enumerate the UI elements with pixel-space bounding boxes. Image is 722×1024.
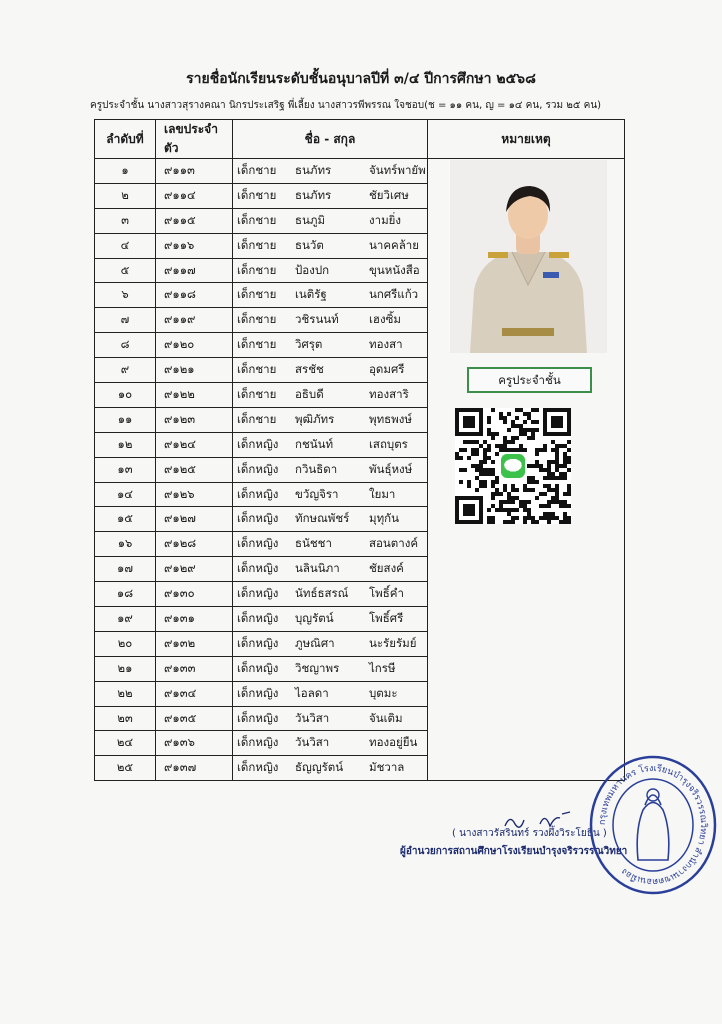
- row-number: ๒๒: [95, 681, 156, 706]
- student-name-cell: [233, 183, 428, 208]
- student-id: ๙๑๓๓: [156, 656, 233, 681]
- name-prefix: เด็กหญิง: [237, 561, 279, 576]
- student-name-cell: [233, 457, 428, 482]
- student-id: ๙๑๑๖: [156, 233, 233, 258]
- student-id: ๙๑๓๑: [156, 607, 233, 632]
- name-prefix: เด็กหญิง: [237, 536, 279, 551]
- last-name: บุตมะ: [369, 685, 398, 700]
- row-number: ๙: [95, 358, 156, 383]
- last-name: พันธุ์หงษ์: [369, 461, 413, 476]
- name-prefix: เด็กชาย: [237, 237, 277, 252]
- last-name: ชัยวิเศษ: [369, 187, 409, 202]
- row-number: ๑๔: [95, 482, 156, 507]
- qr-code[interactable]: [455, 408, 571, 524]
- header-id: เลขประจำตัว: [156, 120, 233, 159]
- row-number: ๑๓: [95, 457, 156, 482]
- first-name: ป้องปก: [295, 262, 330, 277]
- student-name-cell: [233, 482, 428, 507]
- row-number: ๔: [95, 233, 156, 258]
- first-name: ขวัญจิรา: [295, 486, 339, 501]
- page-title: รายชื่อนักเรียนระดับชั้นอนุบาลปีที่ ๓/๔ ปีการศึกษา ๒๕๖๘: [186, 71, 536, 87]
- student-name-cell: [233, 358, 428, 383]
- name-prefix: เด็กชาย: [237, 287, 277, 302]
- first-name: บุญรัตน์: [295, 610, 334, 625]
- name-prefix: เด็กหญิง: [237, 735, 279, 750]
- first-name: สรชัช: [295, 362, 324, 377]
- first-name: ไอลดา: [295, 685, 329, 700]
- student-id: ๙๑๒๕: [156, 457, 233, 482]
- student-name-cell: [233, 656, 428, 681]
- row-number: ๘: [95, 333, 156, 358]
- student-id: ๙๑๓๕: [156, 706, 233, 731]
- name-prefix: เด็กหญิง: [237, 586, 279, 601]
- director-position: ผู้อำนวยการสถานศึกษาโรงเรียนบำรุงจริรวรรณวิทยา: [400, 846, 628, 857]
- last-name: ทองสา: [369, 337, 403, 352]
- director-name: ( นางสาวรัสรินทร์ รวงผึ้งวิระโยธิน ): [452, 828, 607, 839]
- student-id: ๙๑๒๘: [156, 532, 233, 557]
- row-number: ๑: [95, 159, 156, 184]
- class-teacher-label: ครูประจำชั้น: [467, 367, 592, 393]
- last-name: ทองสาริ: [369, 386, 409, 401]
- last-name: เสถบุตร: [369, 436, 408, 451]
- first-name: กวินธิดา: [295, 461, 338, 476]
- student-id: ๙๑๒๑: [156, 358, 233, 383]
- last-name: จันเติม: [369, 710, 403, 725]
- student-name-cell: [233, 407, 428, 432]
- name-prefix: เด็กชาย: [237, 337, 277, 352]
- name-prefix: เด็กชาย: [237, 212, 277, 227]
- student-name-cell: [233, 308, 428, 333]
- row-number: ๖: [95, 283, 156, 308]
- last-name: พุทธพงษ์: [369, 411, 412, 426]
- last-name: งามยิ่ง: [369, 212, 402, 227]
- student-name-cell: [233, 631, 428, 656]
- header-name: ชื่อ - สกุล: [233, 120, 428, 159]
- last-name: นาคคล้าย: [369, 237, 419, 252]
- student-id: ๙๑๒๐: [156, 333, 233, 358]
- name-prefix: เด็กหญิง: [237, 461, 279, 476]
- first-name: ธนภัทร: [295, 162, 332, 177]
- student-id: ๙๑๒๒: [156, 383, 233, 408]
- header-note: หมายเหตุ: [428, 120, 625, 159]
- name-prefix: เด็กหญิง: [237, 685, 279, 700]
- student-name-cell: [233, 432, 428, 457]
- first-name: กชนันท์: [295, 436, 334, 451]
- last-name: นะรัยรัมย์: [369, 635, 417, 650]
- first-name: เนติรัฐ: [295, 287, 327, 302]
- name-prefix: เด็กชาย: [237, 187, 277, 202]
- first-name: วันวิสา: [295, 710, 330, 725]
- student-name-cell: [233, 233, 428, 258]
- name-prefix: เด็กหญิง: [237, 436, 279, 451]
- class-teacher-line: ครูประจำชั้น นางสาวสุรางคณา นิกรประเสริฐ พี่เลี้ยง นางสาวรพีพรรณ ใจชอบ(ช = ๑๑ คน, ญ = ๑๔ คน, รวม ๒๕ คน): [90, 100, 602, 111]
- name-prefix: เด็กหญิง: [237, 511, 279, 526]
- row-number: ๑๘: [95, 582, 156, 607]
- name-prefix: เด็กหญิง: [237, 760, 279, 775]
- last-name: ไกรษี: [369, 660, 396, 675]
- first-name: ธนัชชา: [295, 536, 332, 551]
- student-id: ๙๑๓๒: [156, 631, 233, 656]
- first-name: วันวิสา: [295, 735, 330, 750]
- student-id: ๙๑๒๙: [156, 557, 233, 582]
- student-name-cell: [233, 383, 428, 408]
- last-name: โพธิ์ศรี: [369, 610, 404, 625]
- student-id: ๙๑๓๗: [156, 756, 233, 781]
- last-name: สอนตางค์: [369, 536, 419, 551]
- school-seal-stamp: [583, 750, 722, 900]
- row-number: ๒: [95, 183, 156, 208]
- first-name: ธนภูมิ: [295, 212, 326, 227]
- name-prefix: เด็กหญิง: [237, 610, 279, 625]
- student-id: ๙๑๓๖: [156, 731, 233, 756]
- last-name: ขุนหนังสือ: [369, 262, 420, 277]
- student-name-cell: [233, 681, 428, 706]
- last-name: นกศรีแก้ว: [369, 287, 419, 302]
- first-name: ธัญญรัตน์: [295, 760, 344, 775]
- student-name-cell: [233, 507, 428, 532]
- student-name-cell: [233, 208, 428, 233]
- student-name-cell: [233, 557, 428, 582]
- name-prefix: เด็กหญิง: [237, 486, 279, 501]
- student-id: ๙๑๒๗: [156, 507, 233, 532]
- qr-code-image: [455, 408, 571, 524]
- row-number: ๑๗: [95, 557, 156, 582]
- row-number: ๓: [95, 208, 156, 233]
- name-prefix: เด็กชาย: [237, 362, 277, 377]
- last-name: เฮงซิ้ม: [369, 312, 401, 327]
- student-id: ๙๑๑๙: [156, 308, 233, 333]
- name-prefix: เด็กหญิง: [237, 635, 279, 650]
- student-id: ๙๑๓๔: [156, 681, 233, 706]
- row-number: ๒๐: [95, 631, 156, 656]
- first-name: ธนวัต: [295, 237, 324, 252]
- row-number: ๒๑: [95, 656, 156, 681]
- row-number: ๒๔: [95, 731, 156, 756]
- name-prefix: เด็กชาย: [237, 386, 277, 401]
- student-name-cell: [233, 731, 428, 756]
- table-header-row: [95, 120, 625, 159]
- name-prefix: เด็กชาย: [237, 262, 277, 277]
- row-number: ๑๑: [95, 407, 156, 432]
- name-prefix: เด็กชาย: [237, 162, 277, 177]
- student-name-cell: [233, 607, 428, 632]
- teacher-photo: [450, 160, 607, 353]
- student-name-cell: [233, 706, 428, 731]
- row-number: ๒๓: [95, 706, 156, 731]
- row-number: ๕: [95, 258, 156, 283]
- first-name: ภูษณิศา: [295, 635, 335, 650]
- row-number: ๒๕: [95, 756, 156, 781]
- row-number: ๑๕: [95, 507, 156, 532]
- student-id: ๙๑๑๕: [156, 208, 233, 233]
- name-prefix: เด็กหญิง: [237, 710, 279, 725]
- first-name: วิชญาพร: [295, 660, 340, 675]
- first-name: วิศรุต: [295, 337, 323, 352]
- first-name: อธิบดี: [295, 386, 324, 401]
- student-id: ๙๑๑๘: [156, 283, 233, 308]
- student-name-cell: [233, 582, 428, 607]
- name-prefix: เด็กชาย: [237, 312, 277, 327]
- student-name-cell: [233, 756, 428, 781]
- row-number: ๑๙: [95, 607, 156, 632]
- seal-text: กรุงเทพมหานคร โรงเรียนบำรุงจริรวรรณวิทยา สำนักงานเขตดอนเมือง: [597, 763, 709, 887]
- first-name: นลินนิภา: [295, 561, 340, 576]
- first-name: ธนภัทร: [295, 187, 332, 202]
- student-name-cell: [233, 258, 428, 283]
- student-id: ๙๑๒๖: [156, 482, 233, 507]
- row-number: ๗: [95, 308, 156, 333]
- name-prefix: เด็กชาย: [237, 411, 277, 426]
- student-id: ๙๑๑๔: [156, 183, 233, 208]
- student-name-cell: [233, 159, 428, 184]
- row-number: ๑๒: [95, 432, 156, 457]
- last-name: โพธิ์คำ: [369, 586, 404, 601]
- row-number: ๑๐: [95, 383, 156, 408]
- last-name: ชัยสงค์: [369, 561, 404, 576]
- student-id: ๙๑๒๓: [156, 407, 233, 432]
- first-name: ทักษณพัชร์: [295, 511, 350, 526]
- last-name: ทองอยู่ยืน: [369, 735, 418, 750]
- first-name: นัทธ์ธสรณ์: [295, 586, 349, 601]
- header-no: ลำดับที่: [95, 120, 156, 159]
- first-name: พุฒิภัทร: [295, 411, 335, 426]
- student-id: ๙๑๒๔: [156, 432, 233, 457]
- name-prefix: เด็กหญิง: [237, 660, 279, 675]
- last-name: มุทุกัน: [369, 511, 399, 526]
- student-id: ๙๑๑๓: [156, 159, 233, 184]
- last-name: อุดมศรี: [369, 362, 405, 377]
- last-name: ใยมา: [369, 486, 396, 501]
- student-name-cell: [233, 283, 428, 308]
- first-name: วชิรนนท์: [295, 312, 339, 327]
- row-number: ๑๖: [95, 532, 156, 557]
- student-id: ๙๑๓๐: [156, 582, 233, 607]
- student-name-cell: [233, 532, 428, 557]
- teacher-portrait-image: [450, 160, 607, 353]
- last-name: มัชวาล: [369, 760, 405, 775]
- last-name: จันทร์พายัพ: [369, 162, 426, 177]
- student-name-cell: [233, 333, 428, 358]
- student-id: ๙๑๑๗: [156, 258, 233, 283]
